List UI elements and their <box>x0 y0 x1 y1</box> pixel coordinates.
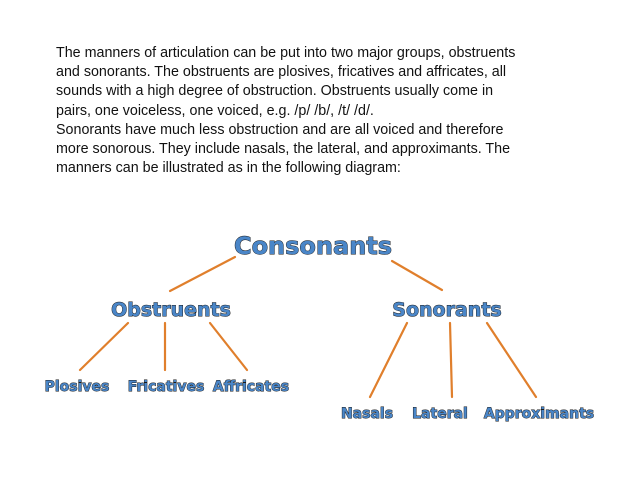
connector-sonorants-approximants <box>487 323 536 397</box>
connector-obstruents-plosives <box>80 323 128 370</box>
node-affricates: Affricates <box>212 379 290 395</box>
node-sonorants: Sonorants <box>392 299 502 321</box>
node-obstruents: Obstruents <box>111 299 231 321</box>
intro-line: sounds with a high degree of obstruction. Obstruents usually come in <box>56 83 494 100</box>
connector-root-sonorants <box>392 261 442 290</box>
connector-sonorants-lateral <box>450 323 452 397</box>
intro-line: more sonorous. They include nasals, the lateral, and approximants. The <box>56 141 511 158</box>
intro-line: Sonorants have much less obstruction and are all voiced and therefore <box>56 121 504 138</box>
node-plosives: Plosives <box>44 379 110 395</box>
connector-obstruents-affricates <box>210 323 247 370</box>
intro-line: and sonorants. The obstruents are plosives, fricatives and affricates, all <box>56 64 507 81</box>
node-lateral: Lateral <box>412 406 468 422</box>
node-approximants: Approximants <box>483 406 595 422</box>
node-nasals: Nasals <box>340 406 394 422</box>
intro-line: manners can be illustrated as in the following diagram: <box>56 160 401 177</box>
connector-root-obstruents <box>170 257 235 291</box>
intro-line: The manners of articulation can be put into two major groups, obstruents <box>56 45 516 61</box>
intro-line: pairs, one voiceless, one voiced, e.g. /p/ /b/, /t/ /d/. <box>56 102 374 119</box>
node-fricatives: Fricatives <box>127 379 205 395</box>
node-consonants: Consonants <box>233 232 393 260</box>
connector-sonorants-nasals <box>370 323 407 397</box>
